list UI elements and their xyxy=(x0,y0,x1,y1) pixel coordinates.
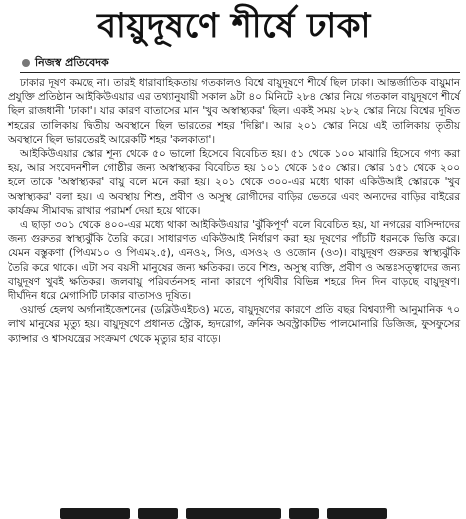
article-body xyxy=(8,76,460,346)
paragraph-3: এ ছাড়া ৩০১ থেকে ৪০০-এর মধ্যে থাকা আইকিউএয়ার 'ঝুঁকিপূর্ণ' বলে বিবেচিত হয়, যা নগরের বাসিন্দাদের জন্য গুরুতর স্বাস্থ্যঝুঁকি তৈরি করে। সাধারণত একিউআই নির্ধারণ করা হয় দূষণের পাঁচটি ধরনকে ভিত্তি করে। যেমন বস্তুকণা (পিএম১০ ও পিএম২.৫), এনও২, সিও, এসও২ ও ওজোন (ও৩)। বায়ুদূষণ গুরুতর স্বাস্থ্যঝুঁকি তৈরি করে থাকে। এটা সব বয়সী মানুষের জন্য ক্ষতিকর। তবে শিশু, অসুস্থ ব্যক্তি, প্রবীণ ও অন্তঃসত্ত্বাদের জন্য বায়ুদূষণ খুবই ক্ষতিকর। জলবায়ু পরিবর্তনসহ নানা কারণে পৃথিবীর বিভিন্ন শহরে দিন দিন বাড়ছে বায়ুদূষণ। দীর্ঘদিন ধরে মেগাসিটি ঢাকার বাতাসও দূষিত। xyxy=(8,219,460,303)
paragraph-2: আইকিউএয়ার স্কোর শূন্য থেকে ৫০ ভালো হিসেবে বিবেচিত হয়। ৫১ থেকে ১০০ মাঝারি হিসেবে গণ্য করা হয়, আর সংবেদনশীল গোষ্ঠীর জন্য অস্বাস্থ্যকর বিবেচিত হয় ১০১ থেকে ১৫০ স্কোর। স্কোর ১৫১ থেকে ২০০ হলে তাকে 'অস্বাস্থ্যকর' বায়ু বলে মনে করা হয়। ২০১ থেকে ৩০০-এর মধ্যে থাকা একিউআই স্কোরকে 'খুব অস্বাস্থ্যকর' বলা হয়। এ অবস্থায় শিশু, প্রবীণ ও অসুস্থ রোগীদের বাড়ির ভেতরে এবং অন্যদের বাড়ির বাইরের কার্যক্রম সীমাবদ্ধ রাখার পরামর্শ দেয়া হয়ে থাকে। xyxy=(8,148,460,217)
bullet-icon xyxy=(22,59,30,67)
paragraph-4: ওয়ার্ল্ড হেলথ অর্গানাইজেশনের (ডব্লিউএইচও) মতে, বায়ুদূষণের কারণে প্রতি বছর বিশ্বব্যাপী আনুমানিক ৭০ লাখ মানুষের মৃত্যু হয়। বায়ুদূষণে প্রধানত স্ট্রোক, হৃদরোগ, ক্রনিক অবস্ট্রাকটিভ পালমোনারি ডিজিজ, ফুসফুসের ক্যান্সার ও শ্বাসযন্ত্রের সংক্রমণ থেকে মৃত্যুর হার বাড়ে। xyxy=(8,304,460,345)
article-byline: নিজস্ব প্রতিবেদক xyxy=(35,56,109,69)
cropped-next-headline xyxy=(60,508,440,519)
byline-row xyxy=(22,54,460,72)
article-headline: বায়ুদূষণে শীর্ষে ঢাকা xyxy=(97,6,371,46)
byline-divider xyxy=(20,72,460,73)
paragraph-1: ঢাকার দূষণ কমছে না। তারই ধারাবাহিকতায় গতকালও বিশ্বে বায়ুদূষণে শীর্ষে ছিল ঢাকা। আন্তর্জাতিক বায়ুমান প্রযুক্তি প্রতিষ্ঠান আইকিউএয়ার এর তথ্যানুযায়ী সকাল ৯টা ৪০ মিনিটে ২৮৪ স্কোর নিয়ে গতকাল বায়ুদূষণে শীর্ষে ছিল রাজধানী 'ঢাকা'। যার কারণ বাতাসের মান 'খুব অস্বাস্থ্যকর' ছিল। একই সময় ২৮২ স্কোর নিয়ে বিশ্বের দূষিত শহরের তালিকায় দ্বিতীয় অবস্থানে ছিল ভারতের শহর 'দিল্লি'। আর ২০১ স্কোর নিয়ে এই তালিকায় তৃতীয় অবস্থানে ছিল ভারতেরই আরেকটি শহর 'কলকাতা'। xyxy=(8,77,460,146)
